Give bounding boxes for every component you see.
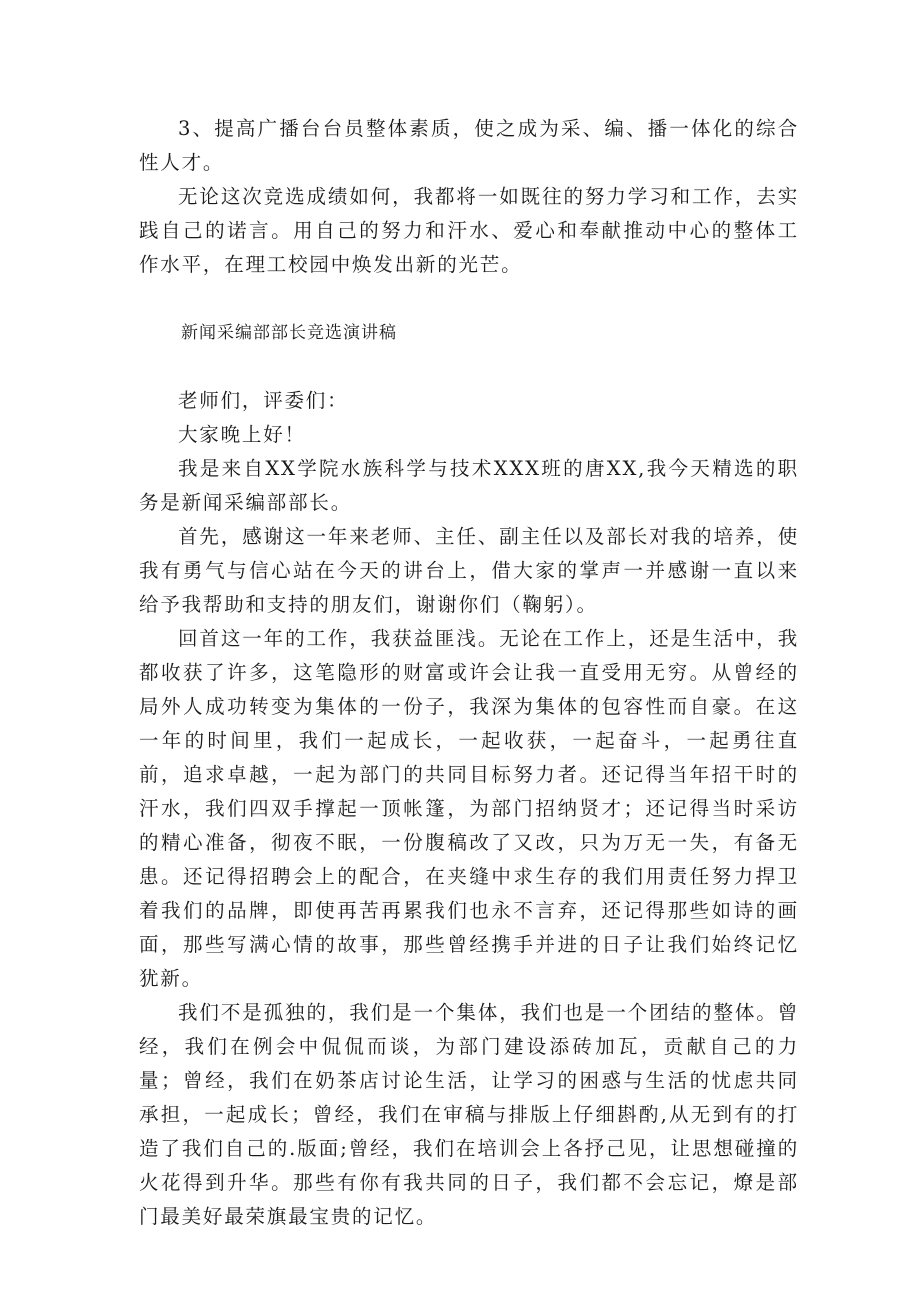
- salutation: 老师们，评委们：: [178, 389, 349, 412]
- paragraph: 回首这一年的工作，我获益匪浅。无论在工作上，还是生活中，我都收获了许多，这笔隐形的财富或许会让我一直受用无穷。从曾经的局外人成功转变为集体的一份子，我深为集体的包容性而自豪。在这一年的时间里，我们一起成长，一起收获，一起奋斗，一起勇往直前，追求卓越，一起为部门的共同目标努力者。还记得当年招干时的汗水，我们四双手撑起一顶帐篷，为部门招纳贤才；还记得当时采访的精心准备，彻夜不眠，一份腹稿改了又改，只为万无一失，有备无患。还记得招聘会上的配合，在夹缝中求生存的我们用责任努力捍卫着我们的品牌，即使再苦再累我们也永不言弃，还记得那些如诗的画面，那些写满心情的故事，那些曾经携手并进的日子让我们始终记忆犹新。: [139, 627, 799, 990]
- paragraph: 3、提高广播台台员整体素质，使之成为采、编、播一体化的综合性人才。: [139, 117, 799, 174]
- document-page: [139, 112, 799, 1234]
- paragraph: 我们不是孤独的，我们是一个集体，我们也是一个团结的整体。曾经，我们在例会中侃侃而谈，为部门建设添砖加瓦，贡献自己的力量；曾经，我们在奶茶店讨论生活，让学习的困惑与生活的忧虑共同承担，一起成长；曾经，我们在审稿与排版上仔细斟酌,从无到有的打造了我们自己的.版面;曾经，我们在培训会上各抒己见，让思想碰撞的火花得到升华。那些有你有我共同的日子，我们都不会忘记，燎是部门最美好最荣旗最宝贵的记忆。: [139, 1001, 799, 1228]
- greeting: 大家晚上好！: [178, 423, 306, 446]
- paragraph: 首先，感谢这一年来老师、主任、副主任以及部长对我的培养，使我有勇气与信心站在今天的讲台上，借大家的掌声一并感谢一直以来给予我帮助和支持的朋友们，谢谢你们（鞠躬）。: [139, 525, 799, 616]
- document-title: 新闻采编部部长竞选演讲稿: [181, 323, 397, 343]
- paragraph: 我是来自XX学院水族科学与技术XXX班的唐XX,我今天精选的职务是新闻采编部部长。: [139, 457, 799, 514]
- paragraph: 无论这次竞选成绩如何，我都将一如既往的努力学习和工作，去实践自己的诺言。用自己的努力和汗水、爱心和奉献推动中心的整体工作水平，在理工校园中焕发出新的光芒。: [139, 185, 799, 276]
